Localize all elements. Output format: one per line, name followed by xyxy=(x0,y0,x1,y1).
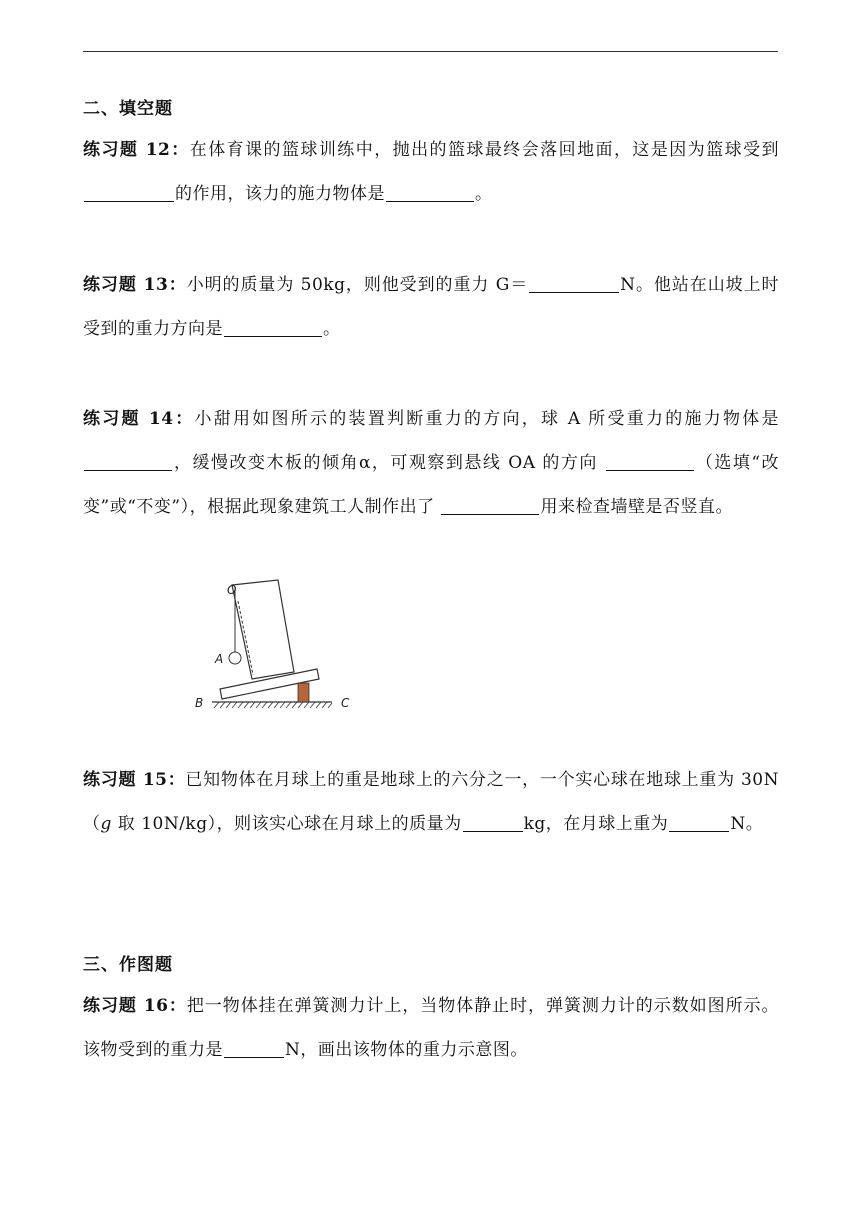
question-text: 把一物体挂在弹簧测力计上，当物体静止时，弹簧测力计的示数如图所示。该物受到的重力是 xyxy=(83,996,779,1060)
question-label: 练习题 14： xyxy=(83,409,195,429)
label-c: C xyxy=(341,696,350,710)
question-text: 在体育课的篮球训练中，抛出的篮球最终会落回地面，这是因为篮球受到 xyxy=(189,140,780,160)
label-a: A xyxy=(215,652,224,666)
question-text: ，缓慢改变木板的倾角α，可观察到悬线 OA 的方向 xyxy=(173,453,605,473)
section-title-drawing: 三、作图题 xyxy=(83,955,173,975)
header-rule xyxy=(83,51,778,52)
answer-blank[interactable] xyxy=(84,183,174,202)
answer-blank[interactable] xyxy=(386,183,474,202)
question-text: 小明的质量为 50kg，则他受到的重力 G＝ xyxy=(186,275,529,295)
label-o: O xyxy=(227,583,237,597)
ground-hatch xyxy=(214,702,332,708)
question-label: 练习题 13： xyxy=(83,275,187,295)
question-text: 已知物体在月球上的重是地球上的六分之一，一个实心球在地球上重为 30N（ xyxy=(83,770,779,834)
question-text: N。他站在山坡上时受到的重力方向是 xyxy=(83,275,780,339)
question-12 xyxy=(83,128,779,216)
answer-blank[interactable] xyxy=(441,496,539,515)
answer-blank[interactable] xyxy=(669,813,729,832)
answer-blank[interactable] xyxy=(224,318,322,337)
label-b: B xyxy=(195,696,204,710)
question-13 xyxy=(83,263,779,351)
question-text: N，画出该物体的重力示意图。 xyxy=(285,1040,528,1060)
answer-blank[interactable] xyxy=(606,452,694,471)
question-text: 。 xyxy=(323,319,341,339)
question-14 xyxy=(83,397,779,529)
answer-blank[interactable] xyxy=(224,1039,284,1058)
question-text: 取 10N/kg），则该实心球在月球上的质量为 xyxy=(111,814,462,834)
question-15 xyxy=(83,758,779,846)
question-16 xyxy=(83,984,779,1072)
answer-blank[interactable] xyxy=(529,274,619,293)
question-text: N。 xyxy=(730,814,764,834)
question-text: 用来检查墙壁是否竖直。 xyxy=(540,497,733,517)
question-label: 练习题 12： xyxy=(83,140,190,160)
plumb-line-figure xyxy=(190,575,360,715)
question-text: 。 xyxy=(475,184,493,204)
ball-a xyxy=(229,652,241,664)
question-text: kg，在月球上重为 xyxy=(523,814,669,834)
question-text: 的作用，该力的施力物体是 xyxy=(175,184,385,204)
question-label: 练习题 16： xyxy=(83,996,187,1016)
answer-blank[interactable] xyxy=(84,452,172,471)
question-text: （选填“改变”或“不变”），根据此现象建筑工人制作出了 xyxy=(83,453,780,517)
section-title-fill-in: 二、填空题 xyxy=(83,99,173,119)
support-block xyxy=(298,683,309,702)
question-label: 练习题 15： xyxy=(83,770,186,790)
gravity-symbol: g xyxy=(100,814,112,834)
answer-blank[interactable] xyxy=(463,813,523,832)
upright-plate xyxy=(232,580,294,679)
question-text: 小甜用如图所示的装置判断重力的方向，球 A 所受重力的施力物体是 xyxy=(194,409,779,429)
